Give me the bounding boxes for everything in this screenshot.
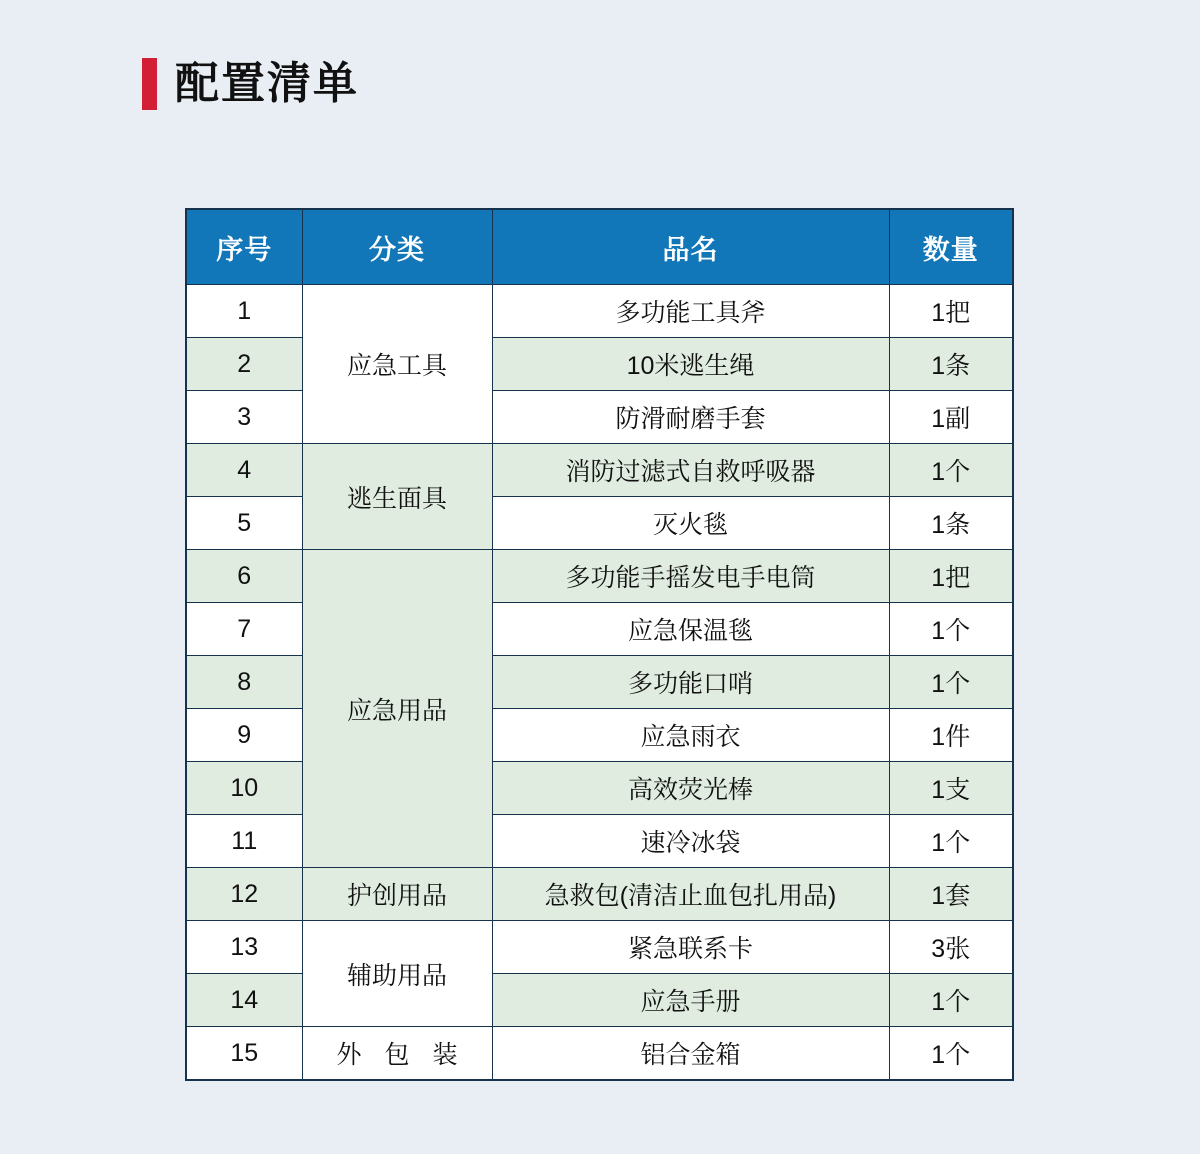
cell-qty: 1条 — [889, 338, 1013, 391]
cell-name: 灭火毯 — [492, 497, 889, 550]
cell-name: 消防过滤式自救呼吸器 — [492, 444, 889, 497]
column-header-name: 品名 — [492, 209, 889, 285]
cell-no: 12 — [186, 868, 302, 921]
cell-qty: 1个 — [889, 1027, 1013, 1081]
cell-qty: 1个 — [889, 815, 1013, 868]
cell-qty: 1把 — [889, 285, 1013, 338]
table-row — [186, 921, 1013, 974]
cell-no: 11 — [186, 815, 302, 868]
cell-qty: 1支 — [889, 762, 1013, 815]
cell-name: 应急保温毯 — [492, 603, 889, 656]
cell-no: 4 — [186, 444, 302, 497]
cell-category: 外 包 装 — [302, 1027, 492, 1081]
cell-no: 3 — [186, 391, 302, 444]
cell-no: 1 — [186, 285, 302, 338]
cell-name: 多功能手摇发电手电筒 — [492, 550, 889, 603]
cell-name: 多功能工具斧 — [492, 285, 889, 338]
cell-qty: 1把 — [889, 550, 1013, 603]
cell-category: 应急工具 — [302, 285, 492, 444]
config-table — [185, 208, 1014, 1081]
cell-no: 5 — [186, 497, 302, 550]
cell-category: 应急用品 — [302, 550, 492, 868]
table-row — [186, 550, 1013, 603]
cell-no: 2 — [186, 338, 302, 391]
column-header-qty: 数量 — [889, 209, 1013, 285]
cell-qty: 1条 — [889, 497, 1013, 550]
cell-name: 速冷冰袋 — [492, 815, 889, 868]
cell-name: 急救包(清洁止血包扎用品) — [492, 868, 889, 921]
table-body — [186, 285, 1013, 1081]
cell-no: 15 — [186, 1027, 302, 1081]
cell-name: 紧急联系卡 — [492, 921, 889, 974]
cell-category: 辅助用品 — [302, 921, 492, 1027]
table-row — [186, 444, 1013, 497]
page-title — [142, 58, 359, 110]
cell-no: 6 — [186, 550, 302, 603]
table-row — [186, 285, 1013, 338]
table-header-row — [186, 209, 1013, 285]
cell-qty: 1副 — [889, 391, 1013, 444]
cell-category: 护创用品 — [302, 868, 492, 921]
cell-qty: 1个 — [889, 444, 1013, 497]
cell-name: 10米逃生绳 — [492, 338, 889, 391]
cell-no: 10 — [186, 762, 302, 815]
cell-no: 13 — [186, 921, 302, 974]
page-title-text: 配置清单 — [175, 59, 359, 108]
cell-name: 防滑耐磨手套 — [492, 391, 889, 444]
cell-qty: 3张 — [889, 921, 1013, 974]
cell-name: 应急雨衣 — [492, 709, 889, 762]
table-row — [186, 868, 1013, 921]
column-header-category: 分类 — [302, 209, 492, 285]
cell-no: 14 — [186, 974, 302, 1027]
cell-qty: 1件 — [889, 709, 1013, 762]
cell-qty: 1个 — [889, 656, 1013, 709]
cell-no: 9 — [186, 709, 302, 762]
cell-qty: 1个 — [889, 974, 1013, 1027]
table-header — [186, 209, 1013, 285]
cell-name: 高效荧光棒 — [492, 762, 889, 815]
table-row — [186, 1027, 1013, 1081]
cell-name: 多功能口哨 — [492, 656, 889, 709]
config-table-wrap — [185, 208, 1012, 1081]
cell-no: 7 — [186, 603, 302, 656]
cell-no: 8 — [186, 656, 302, 709]
cell-name: 应急手册 — [492, 974, 889, 1027]
cell-name: 铝合金箱 — [492, 1027, 889, 1081]
column-header-no: 序号 — [186, 209, 302, 285]
cell-category: 逃生面具 — [302, 444, 492, 550]
cell-qty: 1套 — [889, 868, 1013, 921]
title-accent-bar — [142, 58, 157, 110]
cell-qty: 1个 — [889, 603, 1013, 656]
